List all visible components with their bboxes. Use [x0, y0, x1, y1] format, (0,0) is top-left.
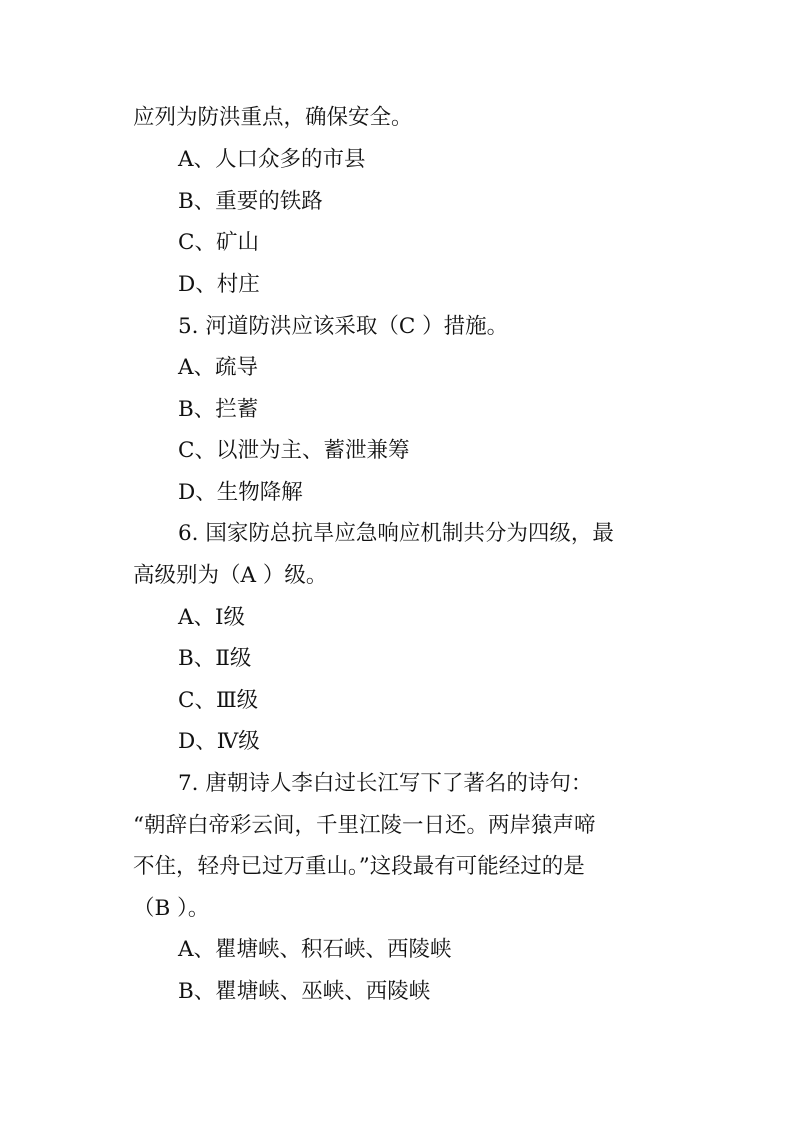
option-c: C、矿山: [178, 230, 259, 255]
question-5: 5. 河道防洪应该采取（C ）措施。: [178, 314, 509, 339]
question-6: 6. 国家防总抗旱应急响应机制共分为四级，最: [178, 521, 614, 546]
option-b: B、重要的铁路: [178, 189, 323, 214]
option-b: B、瞿塘峡、巫峡、西陵峡: [178, 979, 431, 1004]
option-b: B、Ⅱ级: [178, 646, 252, 671]
option-d: D、Ⅳ级: [178, 729, 260, 754]
question-7: 7. 唐朝诗人李白过长江写下了著名的诗句：: [178, 771, 593, 796]
option-d: D、生物降解: [178, 480, 303, 505]
option-b: B、拦蓄: [178, 397, 259, 422]
option-a: A、人口众多的市县: [178, 147, 366, 172]
option-c: C、以泄为主、蓄泄兼筹: [178, 438, 410, 463]
text-line: 应列为防洪重点，确保安全。: [133, 105, 413, 130]
option-a: A、Ⅰ级: [178, 605, 246, 630]
question-6-continued: 高级别为（A ）级。: [133, 563, 328, 588]
question-7-continued: （B ）。: [133, 896, 210, 921]
option-a: A、疏导: [178, 355, 259, 380]
option-d: D、村庄: [178, 272, 260, 297]
option-c: C、Ⅲ级: [178, 688, 259, 713]
option-a: A、瞿塘峡、积石峡、西陵峡: [178, 937, 452, 962]
question-7-continued: “朝辞白帝彩云间，千里江陵一日还。两岸猿声啼: [133, 813, 596, 838]
question-7-continued: 不住，轻舟已过万重山。”这段最有可能经过的是: [133, 854, 585, 879]
